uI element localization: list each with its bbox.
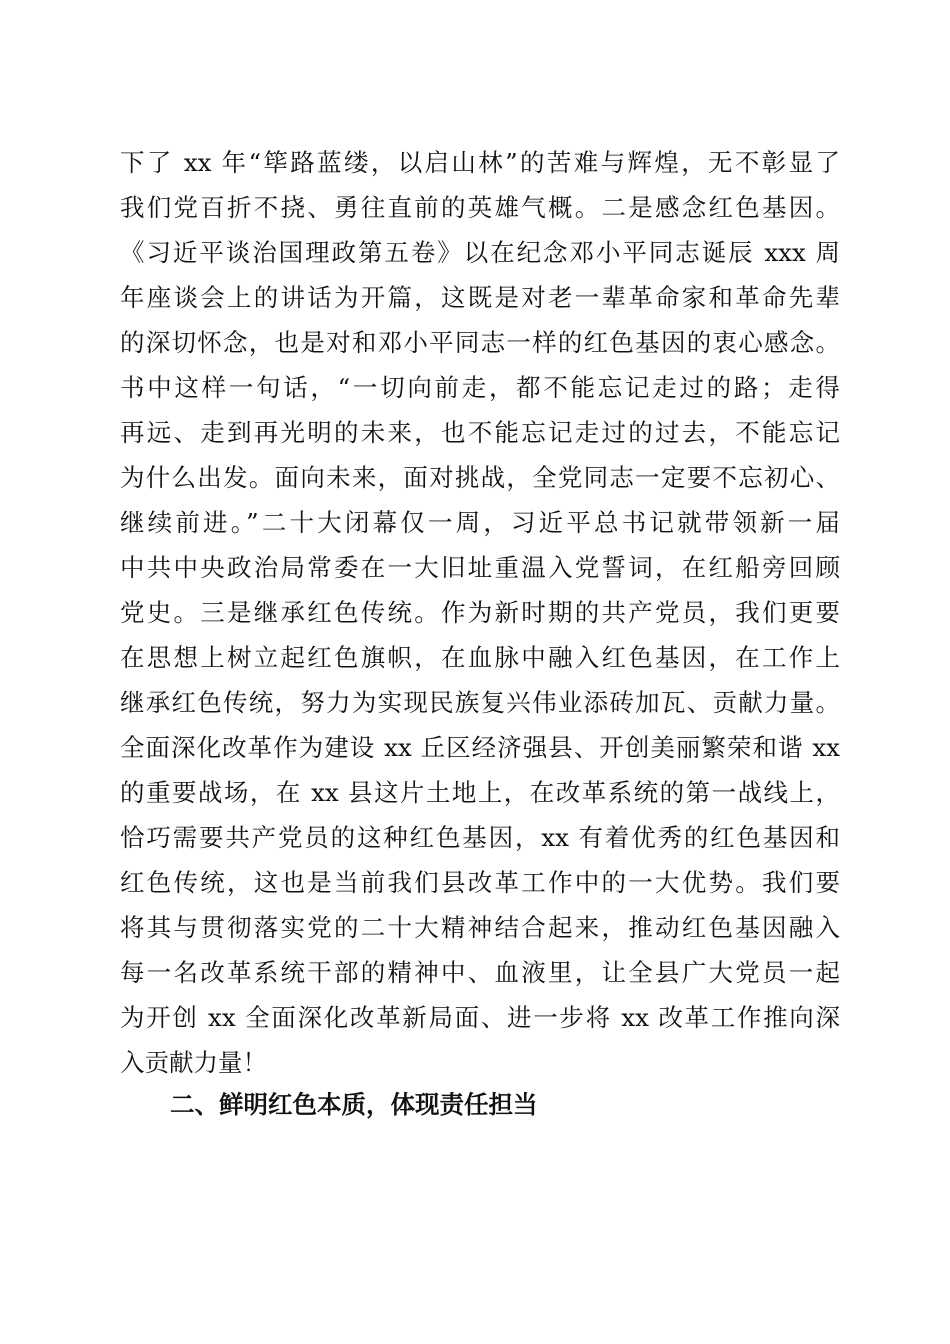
paragraph-line: 再远、走到再光明的未来，也不能忘记走过的过去，不能忘记 (120, 418, 840, 447)
paragraph-line: 中共中央政治局常委在一大旧址重温入党誓词，在红船旁回顾 (120, 553, 840, 582)
paragraph-line: 的重要战场，在 xx 县这片土地上，在改革系统的第一战线上， (120, 778, 840, 807)
paragraph-line: 下了 xx 年“筚路蓝缕，以启山林”的苦难与辉煌，无不彰显了 (120, 148, 840, 177)
paragraph-line: 我们党百折不挠、勇往直前的英雄气概。二是感念红色基因。 (120, 193, 840, 222)
paragraph-line: 全面深化改革作为建设 xx 丘区经济强县、开创美丽繁荣和谐 xx (120, 733, 840, 762)
paragraph-line: 恰巧需要共产党员的这种红色基因，xx 有着优秀的红色基因和 (120, 823, 840, 852)
paragraph-line: 党史。三是继承红色传统。作为新时期的共产党员，我们更要 (120, 598, 840, 627)
paragraph-line: 将其与贯彻落实党的二十大精神结合起来，推动红色基因融入 (120, 913, 840, 942)
paragraph-line: 继续前进。”二十大闭幕仅一周，习近平总书记就带领新一届 (120, 508, 840, 537)
paragraph-line: 继承红色传统，努力为实现民族复兴伟业添砖加瓦、贡献力量。 (120, 688, 840, 717)
paragraph-line: 为什么出发。面向未来，面对挑战，全党同志一定要不忘初心、 (120, 463, 840, 492)
body-paragraph (120, 140, 840, 1085)
paragraph-line: 年座谈会上的讲话为开篇，这既是对老一辈革命家和革命先辈 (120, 283, 840, 312)
paragraph-line: 《习近平谈治国理政第五卷》以在纪念邓小平同志诞辰 xxx 周 (120, 238, 840, 267)
paragraph-line: 书中这样一句话，“一切向前走，都不能忘记走过的路；走得 (120, 373, 840, 402)
paragraph-line: 入贡献力量！ (120, 1048, 267, 1077)
paragraph-line: 红色传统，这也是当前我们县改革工作中的一大优势。我们要 (120, 868, 840, 897)
paragraph-line: 在思想上树立起红色旗帜，在血脉中融入红色基因，在工作上 (120, 643, 840, 672)
paragraph-line: 为开创 xx 全面深化改革新局面、进一步将 xx 改革工作推向深 (120, 1003, 840, 1032)
section-heading: 二、鲜明红色本质，体现责任担当 (170, 1090, 538, 1119)
paragraph-line: 的深切怀念，也是对和邓小平同志一样的红色基因的衷心感念。 (120, 328, 840, 357)
paragraph-line: 每一名改革系统干部的精神中、血液里，让全县广大党员一起 (120, 958, 840, 987)
